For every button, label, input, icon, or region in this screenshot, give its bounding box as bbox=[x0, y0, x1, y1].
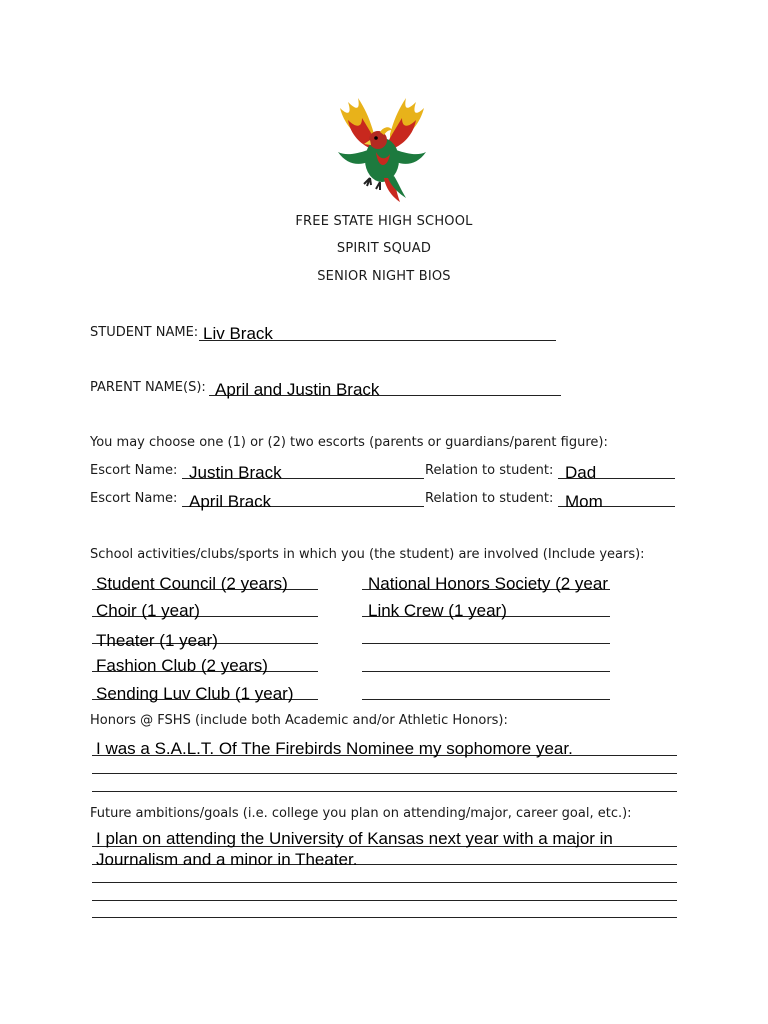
activity-left-2[interactable]: Choir (1 year) bbox=[96, 601, 200, 620]
goals-line bbox=[92, 900, 677, 901]
escort-name-label-2: Escort Name: bbox=[90, 491, 178, 506]
activity-left-3[interactable]: Theater (1 year) bbox=[96, 631, 218, 650]
activity-line bbox=[362, 699, 610, 700]
parent-names-field[interactable]: April and Justin Brack bbox=[215, 380, 380, 399]
parent-names-label: PARENT NAME(S): bbox=[90, 380, 206, 395]
goals-line-2[interactable]: Journalism and a minor in Theater. bbox=[96, 850, 358, 869]
school-name: FREE STATE HIGH SCHOOL bbox=[295, 214, 473, 229]
activity-left-1[interactable]: Student Council (2 years) bbox=[96, 574, 288, 593]
goals-line-1[interactable]: I plan on attending the University of Kansas next year with a major in bbox=[96, 829, 613, 848]
activity-right-1[interactable]: National Honors Society (2 year bbox=[368, 574, 609, 593]
honors-line bbox=[92, 773, 677, 774]
left-green-wing bbox=[338, 150, 368, 164]
student-name-label: STUDENT NAME: bbox=[90, 325, 199, 340]
squad-name: SPIRIT SQUAD bbox=[336, 241, 432, 256]
form-title: SENIOR NIGHT BIOS bbox=[317, 269, 451, 284]
escort-instructions: You may choose one (1) or (2) two escorts (parents or guardians/parent figure): bbox=[90, 435, 608, 450]
bird-eye bbox=[374, 136, 378, 140]
activity-right-2[interactable]: Link Crew (1 year) bbox=[368, 601, 507, 620]
student-name-field[interactable]: Liv Brack bbox=[203, 324, 273, 343]
escort-name-label-1: Escort Name: bbox=[90, 463, 178, 478]
relation-field-2[interactable]: Mom bbox=[565, 492, 603, 511]
honors-line-1[interactable]: I was a S.A.L.T. Of The Firebirds Nominee my sophomore year. bbox=[96, 739, 573, 758]
relation-label-2: Relation to student: bbox=[425, 491, 554, 506]
escort-name-field-2[interactable]: April Brack bbox=[189, 492, 272, 511]
activity-line bbox=[362, 643, 610, 644]
honors-prompt: Honors @ FSHS (include both Academic and/or Athletic Honors): bbox=[90, 713, 508, 728]
relation-label-1: Relation to student: bbox=[425, 463, 554, 478]
activities-prompt: School activities/clubs/sports in which you (the student) are involved (Include years): bbox=[90, 547, 645, 562]
activity-left-4[interactable]: Fashion Club (2 years) bbox=[96, 656, 268, 675]
goals-line bbox=[92, 882, 677, 883]
relation-field-1[interactable]: Dad bbox=[565, 463, 597, 482]
right-green-wing bbox=[396, 150, 426, 164]
goals-prompt: Future ambitions/goals (i.e. college you plan on attending/major, career goal, etc.): bbox=[90, 806, 632, 821]
activity-left-5[interactable]: Sending Luv Club (1 year) bbox=[96, 684, 294, 703]
activity-line bbox=[362, 671, 610, 672]
firebird-mascot-logo bbox=[334, 94, 430, 204]
honors-line bbox=[92, 791, 677, 792]
escort-name-field-1[interactable]: Justin Brack bbox=[189, 463, 282, 482]
goals-line bbox=[92, 917, 677, 918]
